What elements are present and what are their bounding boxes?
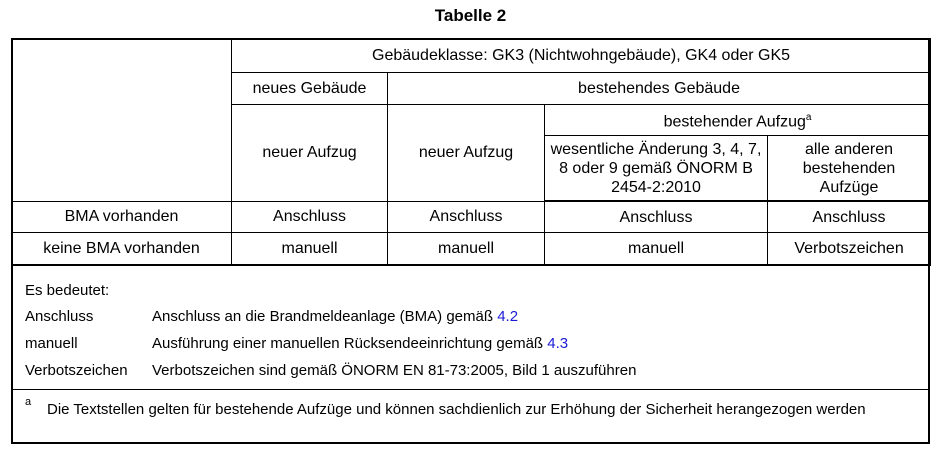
matrix-table	[11, 38, 931, 266]
header-bestehender-aufzug-text: bestehender Aufzug	[663, 113, 806, 131]
footnote-ref-mark: a	[805, 112, 812, 124]
table-cell: manuell	[232, 233, 388, 266]
header-bestehendes-gebaeude: bestehendes Gebäude	[388, 73, 931, 105]
footnote-divider	[11, 389, 930, 390]
footnote-text: Die Textstellen gelten für bestehende Aufzüge und können sachdienlich zur Erhöhung der Sicherheit herangezogen werden	[47, 401, 866, 418]
table-cell: manuell	[545, 233, 768, 266]
header-col4: alle anderen bestehenden Aufzüge	[768, 136, 931, 202]
legend-intro: Es bedeutet:	[25, 282, 110, 299]
table-cell: manuell	[388, 233, 545, 266]
section-link-4-2[interactable]: 4.2	[497, 308, 519, 325]
row-label: BMA vorhanden	[12, 201, 232, 233]
header-col3: wesentliche Änderung 3, 4, 7, 8 oder 9 gemäß ÖNORM B 2454-2:2010	[545, 136, 768, 202]
legend-key: manuell	[25, 335, 78, 352]
legend-text: Ausführung einer manuellen Rücksendeeinrichtung gemäß	[152, 335, 544, 352]
section-link-4-3[interactable]: 4.3	[547, 335, 569, 352]
legend-value	[152, 307, 518, 327]
header-neues-gebaeude: neues Gebäude	[232, 73, 388, 105]
header-gebaeudeklasse: Gebäudeklasse: GK3 (Nichtwohngebäude), GK4 oder GK5	[232, 39, 931, 73]
table-cell: Anschluss	[768, 201, 931, 233]
legend-value	[152, 361, 636, 381]
legend-text: Anschluss an die Brandmeldeanlage (BMA) gemäß	[152, 308, 494, 325]
legend-block	[13, 273, 928, 388]
header-bestehender-aufzug	[545, 105, 931, 136]
table-cell: Anschluss	[232, 201, 388, 233]
header-col1: neuer Aufzug	[232, 105, 388, 202]
legend-key: Anschluss	[25, 308, 94, 325]
table-caption: Tabelle 2	[434, 6, 507, 25]
footnote-mark: a	[25, 396, 32, 408]
row-label: keine BMA vorhanden	[12, 233, 232, 266]
table-cell: Anschluss	[388, 201, 545, 233]
header-col2: neuer Aufzug	[388, 105, 545, 202]
empty-corner-cell	[12, 39, 232, 202]
legend-key: Verbotszeichen	[25, 362, 128, 379]
legend-text: Verbotszeichen sind gemäß ÖNORM EN 81-73:2005, Bild 1 auszuführen	[152, 362, 637, 379]
legend-value	[152, 334, 568, 354]
table-cell: Anschluss	[545, 201, 768, 233]
table-row	[12, 201, 931, 233]
table-row	[12, 233, 931, 266]
table-cell: Verbotszeichen	[768, 233, 931, 266]
